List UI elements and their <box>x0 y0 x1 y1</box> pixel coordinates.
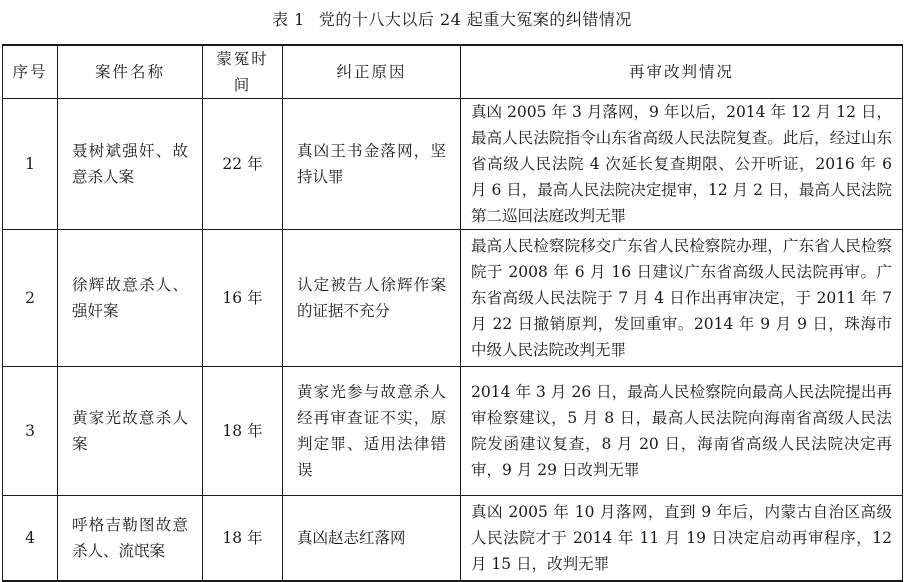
cell-seq: 2 <box>3 230 58 367</box>
column-header-seq: 序号 <box>3 45 58 99</box>
cell-reason: 真凶赵志红落网 <box>283 496 461 582</box>
table-title: 党的十八大以后 24 起重大冤案的纠错情况 <box>318 10 632 29</box>
cell-duration: 18 年 <box>203 367 283 496</box>
column-header-retrial: 再审改判情况 <box>461 45 903 99</box>
cases-table <box>2 44 903 582</box>
column-header-reason: 纠正原因 <box>283 45 461 99</box>
header-row <box>3 45 903 99</box>
cell-reason: 真凶王书金落网，坚持认罪 <box>283 99 461 230</box>
table-row <box>3 230 903 367</box>
cell-case-name: 黄家光故意杀人案 <box>58 367 203 496</box>
table-row <box>3 367 903 496</box>
cell-reason: 认定被告人徐辉作案的证据不充分 <box>283 230 461 367</box>
cell-duration: 16 年 <box>203 230 283 367</box>
cell-seq: 4 <box>3 496 58 582</box>
cell-case-name: 聂树斌强奸、故意杀人案 <box>58 99 203 230</box>
cell-seq: 3 <box>3 367 58 496</box>
cell-retrial: 最高人民检察院移交广东省人民检察院办理，广东省人民检察院于 2008 年 6 月 16 日建议广东省高级人民法院再审。广东省高级人民法院于 7 月 4 日作出再审决定，于 2011 年 7 月 22 日撤销原判，发回重审。2014 年 9 月 9 日，珠海市中级人民法院改判无罪 <box>461 230 903 367</box>
cell-retrial: 真凶 2005 年 3 月落网，9 年以后，2014 年 12 月 12 日，最高人民法院指令山东省高级人民法院复查。此后，经过山东省高级人民法院 4 次延长复查期限、公开听证，2016 年 6 月 6 日，最高人民法院决定提审，12 月 2 日，最高人民法院第二巡回法庭改判无罪 <box>461 99 903 230</box>
cell-retrial: 真凶 2005 年 10 月落网，直到 9 年后，内蒙古自治区高级人民法院才于 2014 年 11 月 19 日决定启动再审程序，12 月 15 日，改判无罪 <box>461 496 903 582</box>
cell-seq: 1 <box>3 99 58 230</box>
column-header-case-name: 案件名称 <box>58 45 203 99</box>
table-number: 表 1 <box>272 10 305 29</box>
table-caption <box>0 6 904 34</box>
cell-case-name: 徐辉故意杀人、强奸案 <box>58 230 203 367</box>
column-header-duration: 蒙冤时间 <box>203 45 283 99</box>
cell-case-name: 呼格吉勒图故意杀人、流氓案 <box>58 496 203 582</box>
cell-retrial: 2014 年 3 月 26 日，最高人民检察院向最高人民法院提出再审检察建议，5 月 8 日，最高人民法院向海南省高级人民法院发函建议复查，8 月 20 日，海南省高级人民法院决定再审，9 月 29 日改判无罪 <box>461 367 903 496</box>
cell-reason: 黄家光参与故意杀人经再审查证不实，原判定罪、适用法律错误 <box>283 367 461 496</box>
table-row <box>3 496 903 582</box>
table-row <box>3 99 903 230</box>
cell-duration: 18 年 <box>203 496 283 582</box>
cell-duration: 22 年 <box>203 99 283 230</box>
